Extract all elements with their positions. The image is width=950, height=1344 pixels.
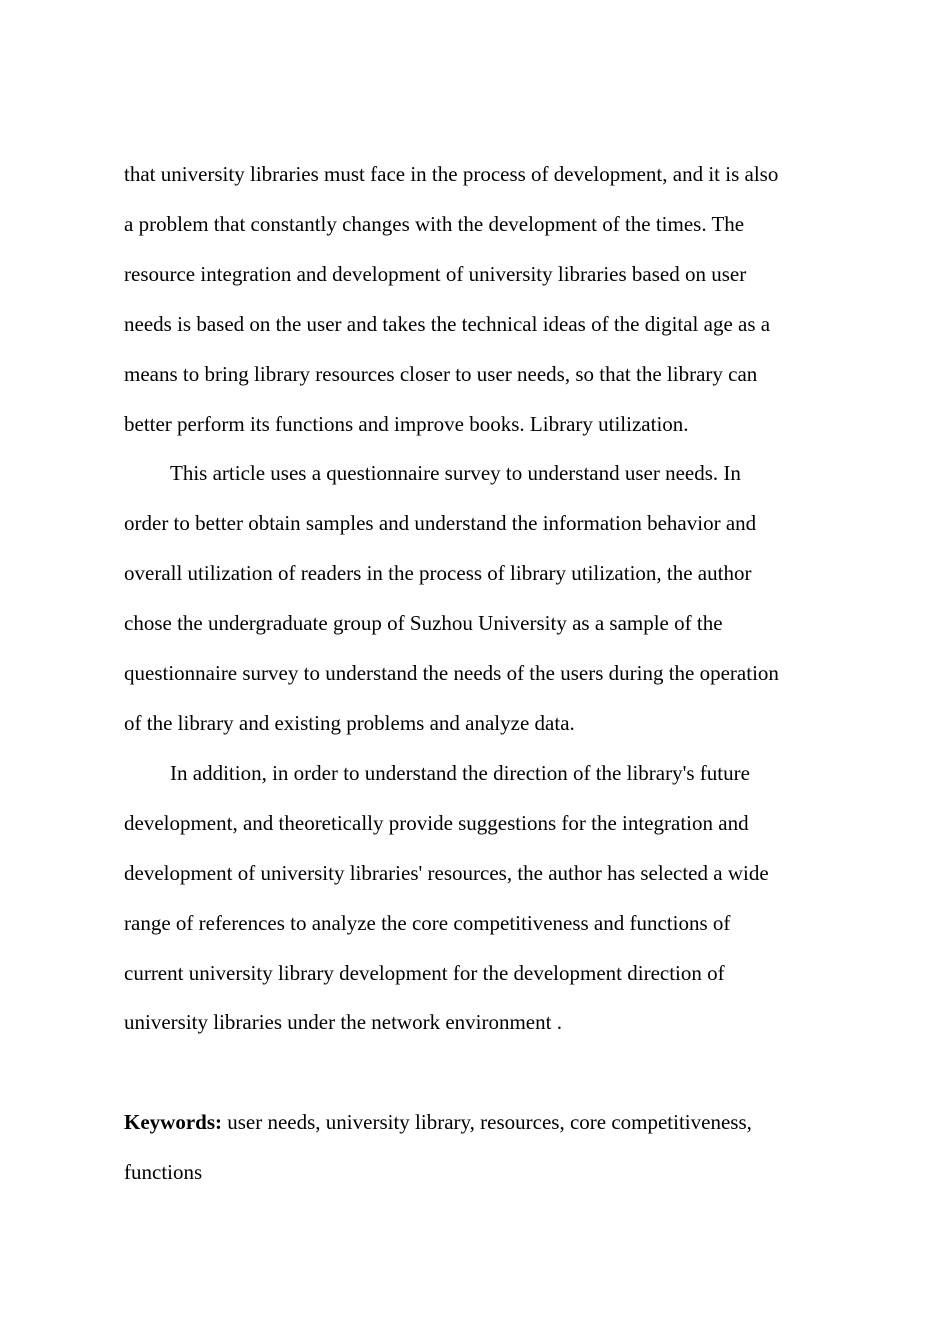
text-line: questionnaire survey to understand the needs of the users during the operation [124,661,779,686]
text-line: a problem that constantly changes with the development of the times. The [124,211,745,236]
keywords-line [124,1098,824,1148]
text-line: that university libraries must face in the process of development, and it is also [124,162,779,186]
paragraph-3 [124,749,824,1048]
text-line: range of references to analyze the core competitiveness and functions of [124,910,731,935]
keywords-section [124,1098,824,1198]
text-line: means to bring library resources closer to user needs, so that the library can [124,361,758,386]
keywords-label: Keywords: [124,1110,222,1135]
document-body [124,150,824,1198]
text-line: development of university libraries' resources, the author has selected a wide [124,860,769,885]
keywords-list: user needs, university library, resources, core competitiveness, [222,1110,752,1135]
text-line: needs is based on the user and takes the technical ideas of the digital age as a [124,311,771,336]
paragraph-2 [124,449,824,748]
text-line: better perform its functions and improve books. Library utilization. [124,411,689,436]
text-line: of the library and existing problems and analyze data. [124,710,575,735]
paragraph-1 [124,150,824,449]
text-line: In addition, in order to understand the direction of the library's future [170,760,750,785]
keywords-line-continued: functions [124,1160,203,1185]
text-line: university libraries under the network environment . [124,1010,562,1035]
text-line: order to better obtain samples and understand the information behavior and [124,511,757,536]
text-line: overall utilization of readers in the process of library utilization, the author [124,561,752,586]
text-line: This article uses a questionnaire survey to understand user needs. In [170,461,741,486]
text-line: development, and theoretically provide suggestions for the integration and [124,810,749,835]
text-line: chose the undergraduate group of Suzhou University as a sample of the [124,611,723,636]
text-line: current university library development for the development direction of [124,960,725,985]
text-line: resource integration and development of university libraries based on user [124,261,747,286]
